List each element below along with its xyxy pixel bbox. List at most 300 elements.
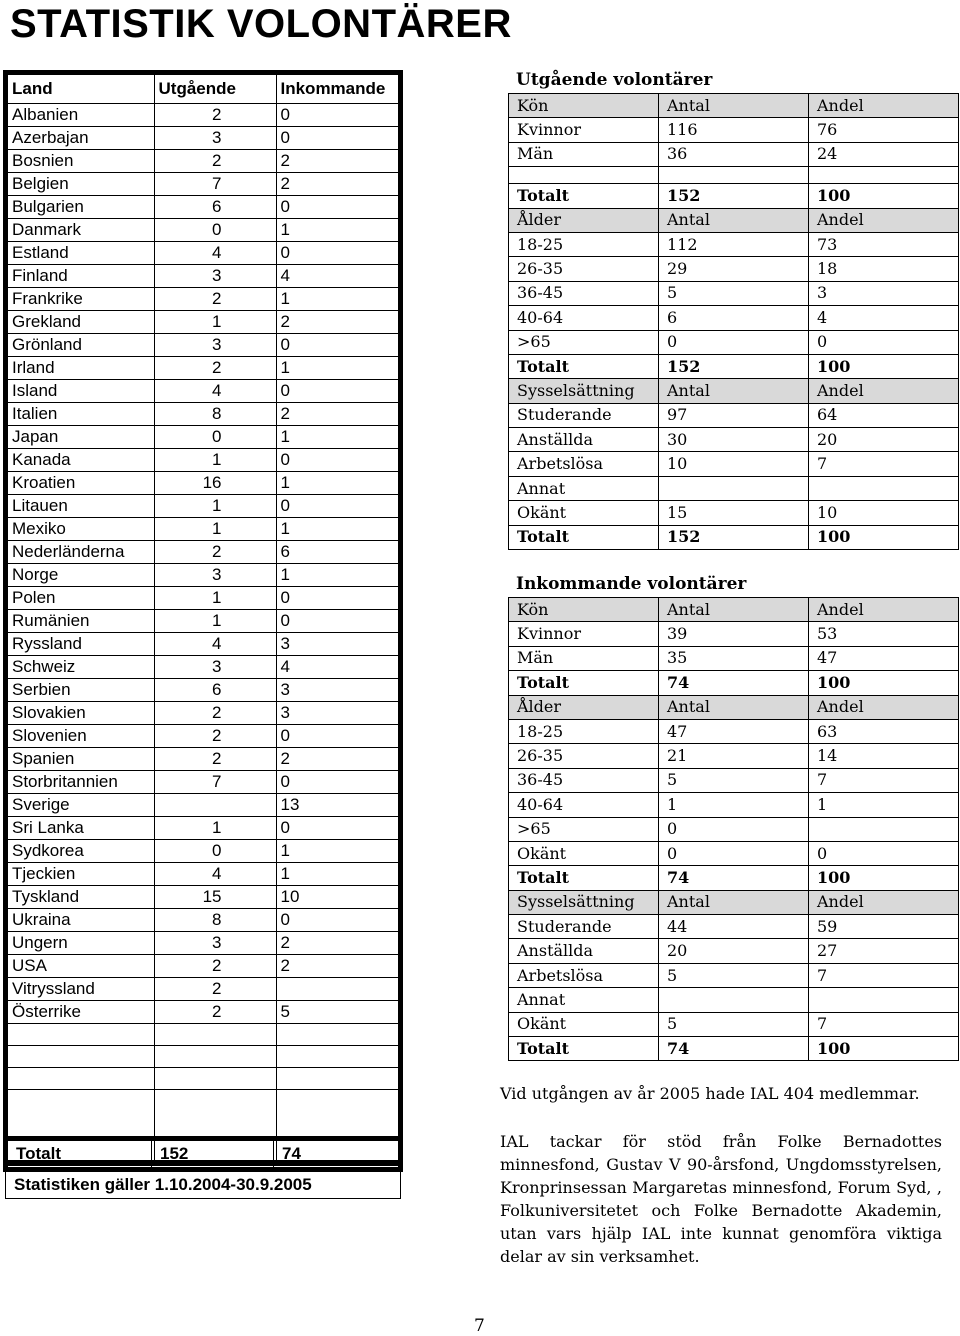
occupation-row: [509, 915, 959, 939]
country-name: Vitryssland: [8, 978, 154, 1001]
occupation-row-cell: 20: [809, 428, 959, 452]
country-name: Ungern: [8, 932, 154, 955]
country-name: Kroatien: [8, 472, 154, 495]
country-name: Tjeckien: [8, 863, 154, 886]
country-in: 2: [276, 311, 398, 334]
country-name: Grekland: [8, 311, 154, 334]
age-row-cell: 40-64: [509, 793, 659, 817]
gender-header-row-cell: Kön: [509, 94, 659, 118]
country-in: 0: [276, 380, 398, 403]
country-in: 0: [276, 242, 398, 265]
country-name: Schweiz: [8, 656, 154, 679]
occupation-row-cell: 7: [809, 963, 959, 987]
empty-cell: [8, 1046, 154, 1068]
gender-header-row-cell: Andel: [809, 94, 959, 118]
gender-total-row-cell: Totalt: [509, 671, 659, 695]
country-row: [8, 679, 398, 702]
age-row-cell: 36-45: [509, 768, 659, 792]
occupation-total-row-cell: 100: [809, 525, 959, 549]
age-row-cell: [809, 817, 959, 841]
occupation-row: [509, 403, 959, 427]
occupation-row: [509, 452, 959, 476]
country-name: Japan: [8, 426, 154, 449]
country-out: 3: [154, 334, 276, 357]
age-row-cell: Okänt: [509, 841, 659, 865]
age-row: [509, 330, 959, 354]
country-in: 1: [276, 472, 398, 495]
occupation-header-row-cell: Antal: [659, 890, 809, 914]
empty-cell: [154, 1046, 276, 1068]
country-row: [8, 265, 398, 288]
total-row: [6, 1139, 401, 1170]
country-out: 8: [154, 403, 276, 426]
country-name: Italien: [8, 403, 154, 426]
country-out: 2: [154, 1001, 276, 1024]
age-row-cell: 40-64: [509, 306, 659, 330]
age-row-cell: 63: [809, 719, 959, 743]
age-row-cell: 0: [659, 817, 809, 841]
country-row: [8, 955, 398, 978]
gender-total-row: [509, 184, 959, 208]
country-out: [154, 794, 276, 817]
country-in: 6: [276, 541, 398, 564]
country-in: 1: [276, 288, 398, 311]
country-row: [8, 449, 398, 472]
age-header-row-cell: Antal: [659, 695, 809, 719]
country-out: 2: [154, 725, 276, 748]
country-row: [8, 518, 398, 541]
country-in: 2: [276, 932, 398, 955]
age-row-cell: >65: [509, 330, 659, 354]
country-row: [8, 656, 398, 679]
country-name: Slovenien: [8, 725, 154, 748]
empty-cell: [276, 1068, 398, 1090]
country-row: [8, 633, 398, 656]
gender-total-row-cell: 100: [809, 671, 959, 695]
country-in: 2: [276, 748, 398, 771]
occupation-row: [509, 939, 959, 963]
gender-row-cell: Män: [509, 142, 659, 166]
country-in: 4: [276, 265, 398, 288]
age-total-row-cell: 74: [659, 866, 809, 890]
country-in: 0: [276, 449, 398, 472]
occupation-row-cell: 5: [659, 1012, 809, 1036]
occupation-header-row: [509, 890, 959, 914]
gender-row-cell: 36: [659, 142, 809, 166]
empty-row: [8, 1068, 398, 1090]
occupation-row-cell: Okänt: [509, 501, 659, 525]
country-in: 3: [276, 633, 398, 656]
header-inkommande: Inkommande: [276, 75, 398, 104]
gender-row-cell: 53: [809, 622, 959, 646]
gender-header-row-cell: Antal: [659, 94, 809, 118]
country-out: 1: [154, 311, 276, 334]
age-row-cell: 3: [809, 281, 959, 305]
age-row: [509, 817, 959, 841]
country-out: 1: [154, 610, 276, 633]
country-out: 3: [154, 932, 276, 955]
country-out: 1: [154, 817, 276, 840]
gender-row: [509, 646, 959, 670]
occupation-row-cell: 7: [809, 452, 959, 476]
age-row-cell: 0: [659, 330, 809, 354]
age-row-cell: 1: [659, 793, 809, 817]
country-out: 6: [154, 679, 276, 702]
country-in: 1: [276, 518, 398, 541]
period-text: Statistiken gäller 1.10.2004-30.9.2005: [6, 1170, 401, 1199]
countries-total-table: [3, 1136, 403, 1199]
age-row: [509, 719, 959, 743]
gender-row-cell: Män: [509, 646, 659, 670]
country-in: 1: [276, 863, 398, 886]
empty-cell: [8, 1068, 154, 1090]
country-row: [8, 495, 398, 518]
country-row: [8, 817, 398, 840]
country-out: 2: [154, 288, 276, 311]
age-header-row: [509, 695, 959, 719]
gender-row: [509, 118, 959, 142]
occupation-row-cell: [809, 476, 959, 500]
country-name: Mexiko: [8, 518, 154, 541]
age-total-row-cell: 100: [809, 866, 959, 890]
outgoing-table: [508, 93, 959, 550]
age-row-cell: 47: [659, 719, 809, 743]
country-out: 1: [154, 587, 276, 610]
country-name: Irland: [8, 357, 154, 380]
occupation-total-row-cell: 152: [659, 525, 809, 549]
country-out: 2: [154, 150, 276, 173]
age-header-row-cell: Andel: [809, 208, 959, 232]
occupation-row-cell: 10: [659, 452, 809, 476]
age-row-cell: 6: [659, 306, 809, 330]
country-in: 0: [276, 725, 398, 748]
gender-header-row: [509, 598, 959, 622]
country-row: [8, 886, 398, 909]
occupation-row-cell: Okänt: [509, 1012, 659, 1036]
country-row: [8, 863, 398, 886]
countries-grid: [8, 75, 398, 1161]
age-row: [509, 306, 959, 330]
country-row: [8, 840, 398, 863]
occupation-total-row-cell: 100: [809, 1037, 959, 1061]
country-name: Danmark: [8, 219, 154, 242]
occupation-row-cell: Anställda: [509, 428, 659, 452]
country-out: 2: [154, 357, 276, 380]
age-row-cell: 26-35: [509, 257, 659, 281]
country-row: [8, 794, 398, 817]
age-total-row-cell: 100: [809, 354, 959, 378]
spacer-row-cell: [809, 167, 959, 184]
page-title: STATISTIK VOLONTÄRER: [10, 2, 512, 46]
age-row: [509, 257, 959, 281]
country-in: 2: [276, 403, 398, 426]
age-header-row-cell: Ålder: [509, 695, 659, 719]
country-in: 1: [276, 219, 398, 242]
age-row-cell: 112: [659, 232, 809, 256]
occupation-row-cell: 15: [659, 501, 809, 525]
countries-header-row: [8, 75, 398, 104]
country-name: Rumänien: [8, 610, 154, 633]
empty-row: [8, 1046, 398, 1068]
country-row: [8, 725, 398, 748]
country-out: 1: [154, 449, 276, 472]
incoming-heading: Inkommande volontärer: [516, 574, 747, 594]
gender-total-row-cell: 74: [659, 671, 809, 695]
occupation-row-cell: [659, 476, 809, 500]
country-out: 2: [154, 104, 276, 127]
country-out: 0: [154, 426, 276, 449]
spacer-row-cell: [659, 167, 809, 184]
country-row: [8, 748, 398, 771]
gender-row-cell: 35: [659, 646, 809, 670]
country-row: [8, 150, 398, 173]
gender-header-row-cell: Andel: [809, 598, 959, 622]
country-row: [8, 334, 398, 357]
country-row: [8, 357, 398, 380]
age-row-cell: 14: [809, 744, 959, 768]
country-name: Estland: [8, 242, 154, 265]
country-out: 2: [154, 978, 276, 1001]
country-in: 2: [276, 173, 398, 196]
occupation-header-row-cell: Sysselsättning: [509, 379, 659, 403]
country-in: [276, 978, 398, 1001]
age-row-cell: 29: [659, 257, 809, 281]
country-name: USA: [8, 955, 154, 978]
age-header-row: [509, 208, 959, 232]
country-in: 5: [276, 1001, 398, 1024]
country-out: 7: [154, 771, 276, 794]
empty-cell: [154, 1068, 276, 1090]
occupation-row: [509, 1012, 959, 1036]
occupation-total-row: [509, 1037, 959, 1061]
age-row: [509, 232, 959, 256]
country-name: Bulgarien: [8, 196, 154, 219]
age-row-cell: 18-25: [509, 232, 659, 256]
country-in: 0: [276, 610, 398, 633]
age-row-cell: 18: [809, 257, 959, 281]
country-out: 4: [154, 863, 276, 886]
occupation-row-cell: 97: [659, 403, 809, 427]
country-row: [8, 288, 398, 311]
age-row-cell: 7: [809, 768, 959, 792]
gender-row-cell: 39: [659, 622, 809, 646]
age-total-row-cell: Totalt: [509, 354, 659, 378]
gender-row: [509, 622, 959, 646]
gender-row-cell: 24: [809, 142, 959, 166]
occupation-row-cell: 44: [659, 915, 809, 939]
occupation-row-cell: 30: [659, 428, 809, 452]
country-out: 7: [154, 173, 276, 196]
country-out: 4: [154, 380, 276, 403]
membership-note: Vid utgången av år 2005 hade IAL 404 medlemmar.: [500, 1084, 920, 1103]
country-out: 3: [154, 656, 276, 679]
empty-row: [8, 1024, 398, 1046]
country-row: [8, 242, 398, 265]
country-out: 1: [154, 495, 276, 518]
occupation-total-row-cell: Totalt: [509, 1037, 659, 1061]
country-row: [8, 472, 398, 495]
country-name: Albanien: [8, 104, 154, 127]
country-row: [8, 541, 398, 564]
age-total-row-cell: Totalt: [509, 866, 659, 890]
country-name: Österrike: [8, 1001, 154, 1024]
country-out: 2: [154, 955, 276, 978]
gender-total-row-cell: 152: [659, 184, 809, 208]
occupation-row: [509, 476, 959, 500]
occupation-row-cell: [809, 988, 959, 1012]
gender-row-cell: Kvinnor: [509, 118, 659, 142]
country-name: Azerbajan: [8, 127, 154, 150]
country-in: 10: [276, 886, 398, 909]
country-row: [8, 219, 398, 242]
gender-header-row: [509, 94, 959, 118]
country-row: [8, 311, 398, 334]
occupation-row-cell: 10: [809, 501, 959, 525]
occupation-header-row-cell: Sysselsättning: [509, 890, 659, 914]
occupation-header-row-cell: Andel: [809, 890, 959, 914]
country-row: [8, 403, 398, 426]
country-name: Sverige: [8, 794, 154, 817]
age-row-cell: >65: [509, 817, 659, 841]
country-name: Storbritannien: [8, 771, 154, 794]
country-out: 2: [154, 702, 276, 725]
country-out: 6: [154, 196, 276, 219]
country-out: 3: [154, 127, 276, 150]
country-row: [8, 978, 398, 1001]
country-in: 13: [276, 794, 398, 817]
country-name: Island: [8, 380, 154, 403]
occupation-row: [509, 963, 959, 987]
country-name: Nederländerna: [8, 541, 154, 564]
empty-cell: [8, 1024, 154, 1046]
country-name: Sydkorea: [8, 840, 154, 863]
age-row: [509, 744, 959, 768]
age-header-row-cell: Andel: [809, 695, 959, 719]
country-row: [8, 587, 398, 610]
age-row-cell: 0: [659, 841, 809, 865]
country-in: 2: [276, 955, 398, 978]
occupation-row-cell: 59: [809, 915, 959, 939]
age-total-row: [509, 866, 959, 890]
country-out: 15: [154, 886, 276, 909]
gender-row-cell: 76: [809, 118, 959, 142]
country-name: Sri Lanka: [8, 817, 154, 840]
country-name: Ukraina: [8, 909, 154, 932]
country-row: [8, 932, 398, 955]
age-row-cell: 18-25: [509, 719, 659, 743]
gender-row-cell: Kvinnor: [509, 622, 659, 646]
country-in: 0: [276, 817, 398, 840]
age-header-row-cell: Antal: [659, 208, 809, 232]
empty-cell: [276, 1024, 398, 1046]
country-in: 0: [276, 127, 398, 150]
occupation-row-cell: 7: [809, 1012, 959, 1036]
country-in: 0: [276, 587, 398, 610]
total-label: Totalt: [6, 1139, 152, 1170]
occupation-row: [509, 428, 959, 452]
country-in: 2: [276, 150, 398, 173]
country-in: 3: [276, 702, 398, 725]
gender-row-cell: 47: [809, 646, 959, 670]
country-in: 0: [276, 909, 398, 932]
age-row: [509, 768, 959, 792]
occupation-row-cell: Annat: [509, 476, 659, 500]
country-out: 16: [154, 472, 276, 495]
age-row-cell: 0: [809, 841, 959, 865]
gender-row: [509, 142, 959, 166]
gender-total-row-cell: 100: [809, 184, 959, 208]
age-total-row: [509, 354, 959, 378]
occupation-row-cell: Arbetslösa: [509, 452, 659, 476]
age-row: [509, 281, 959, 305]
occupation-row-cell: 27: [809, 939, 959, 963]
occupation-total-row-cell: 74: [659, 1037, 809, 1061]
outgoing-heading: Utgående volontärer: [516, 70, 713, 90]
country-out: 8: [154, 909, 276, 932]
country-out: 3: [154, 265, 276, 288]
gender-total-row: [509, 671, 959, 695]
country-name: Norge: [8, 564, 154, 587]
header-utgaende: Utgående: [154, 75, 276, 104]
age-row-cell: 36-45: [509, 281, 659, 305]
country-out: 2: [154, 541, 276, 564]
country-in: 1: [276, 357, 398, 380]
period-row: [6, 1170, 401, 1199]
country-name: Bosnien: [8, 150, 154, 173]
country-in: 1: [276, 426, 398, 449]
header-land: Land: [8, 75, 154, 104]
gender-header-row-cell: Antal: [659, 598, 809, 622]
country-name: Slovakien: [8, 702, 154, 725]
page-number: 7: [474, 1316, 485, 1336]
age-total-row-cell: 152: [659, 354, 809, 378]
age-header-row-cell: Ålder: [509, 208, 659, 232]
country-in: 0: [276, 196, 398, 219]
age-row-cell: 5: [659, 281, 809, 305]
country-name: Litauen: [8, 495, 154, 518]
country-row: [8, 127, 398, 150]
age-row-cell: 21: [659, 744, 809, 768]
occupation-header-row-cell: Antal: [659, 379, 809, 403]
country-in: 1: [276, 564, 398, 587]
occupation-row-cell: Studerande: [509, 403, 659, 427]
occupation-row: [509, 988, 959, 1012]
country-in: 0: [276, 495, 398, 518]
occupation-header-row: [509, 379, 959, 403]
age-row-cell: 5: [659, 768, 809, 792]
occupation-row-cell: 5: [659, 963, 809, 987]
occupation-row-cell: Anställda: [509, 939, 659, 963]
country-row: [8, 1001, 398, 1024]
country-out: 0: [154, 219, 276, 242]
gender-header-row-cell: Kön: [509, 598, 659, 622]
country-in: 3: [276, 679, 398, 702]
gender-row-cell: 116: [659, 118, 809, 142]
incoming-table: [508, 597, 959, 1061]
occupation-row-cell: 20: [659, 939, 809, 963]
country-name: Finland: [8, 265, 154, 288]
country-name: Serbien: [8, 679, 154, 702]
occupation-row-cell: Arbetslösa: [509, 963, 659, 987]
country-row: [8, 909, 398, 932]
country-out: 4: [154, 633, 276, 656]
country-out: 0: [154, 840, 276, 863]
occupation-row-cell: Annat: [509, 988, 659, 1012]
country-in: 4: [276, 656, 398, 679]
acknowledgement-text: IAL tackar för stöd från Folke Bernadottes minnesfond, Gustav V 90-årsfond, Ungdomsstyrelsen, Kronprinsessan Margaretas minnesfond, Forum Syd, , Folkuniversitetet och Folke Bernadotte Akademin, utan vars hjälp IAL inte kunnat genomföra viktiga delar av sin verksamhet.: [500, 1132, 942, 1266]
country-row: [8, 426, 398, 449]
age-row: [509, 793, 959, 817]
